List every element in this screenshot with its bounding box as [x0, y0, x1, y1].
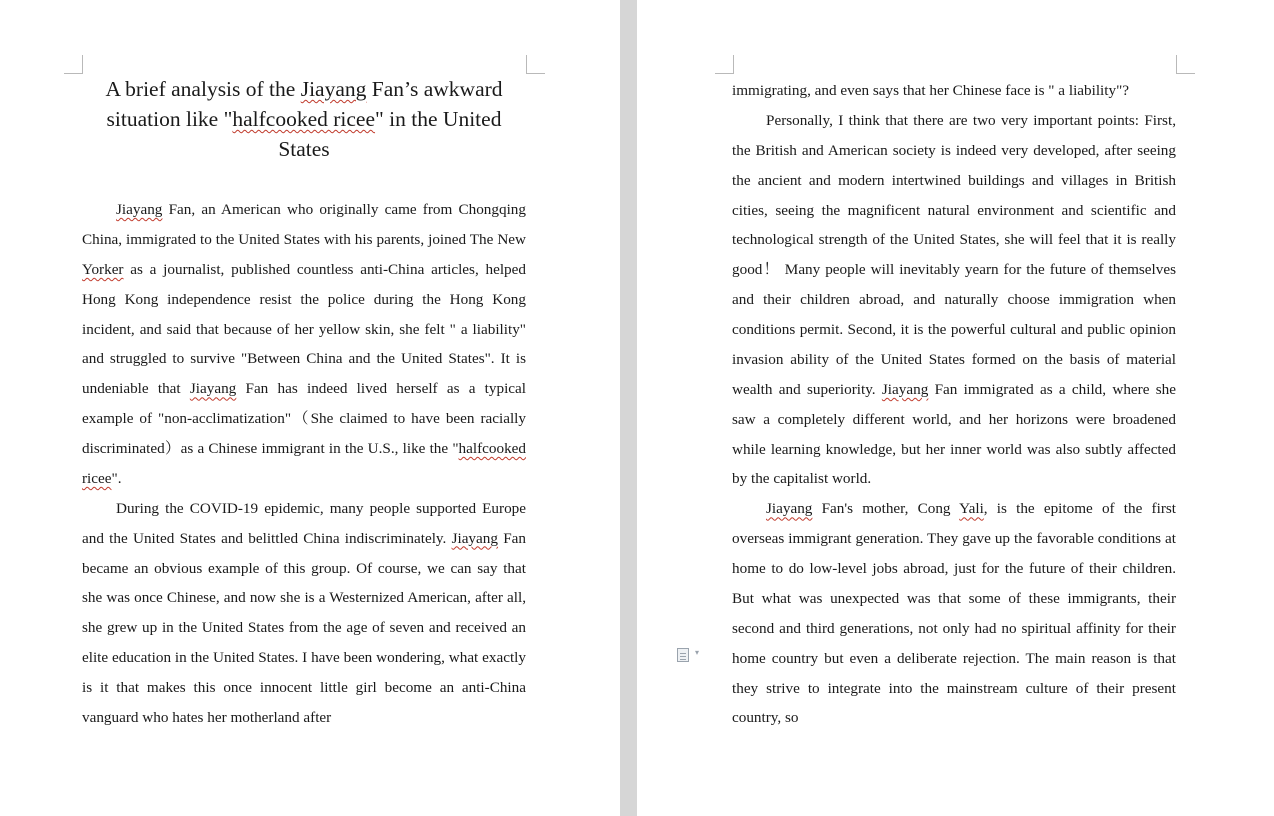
chevron-down-icon[interactable]: ▾: [695, 648, 700, 657]
right-page-body[interactable]: [732, 76, 1176, 733]
document-title[interactable]: A brief analysis of the Jiayang Fan’s awkward situation like "halfcooked ricee" in the United States: [105, 77, 503, 161]
page-gap: [620, 0, 637, 816]
paragraph[interactable]: Jiayang Fan, an American who originally came from Chongqing China, immigrated to the United States with his parents, joined The New Yorker as a journalist, published countless anti-China articles, helped Hong Kong independence resist the police during the Hong Kong incident, and said that because of her yellow skin, she felt " a liability" and struggled to survive "Between China and the United States". It is undeniable that Jiayang Fan has indeed lived herself as a typical example of "non-acclimatization"（She claimed to have been racially discriminated）as a Chinese immigrant in the U.S., like the "halfcooked ricee".: [82, 201, 526, 487]
left-page-body[interactable]: [82, 195, 526, 733]
margin-corner-mark: [526, 55, 545, 74]
document-page-right: [637, 0, 1274, 816]
paragraph[interactable]: Jiayang Fan's mother, Cong Yali, is the epitome of the first overseas immigrant generation. They gave up the favorable conditions at home to do low-level jobs abroad, just for the future of their children. But what was unexpected was that some of these immigrants, their second and third generations, not only had no spiritual affinity for their home country but even a deliberate rejection. The main reason is that they strive to integrate into the mainstream culture of their present country, so: [732, 500, 1177, 727]
document-page-left: [0, 0, 620, 816]
document-icon[interactable]: [677, 648, 689, 662]
paragraph[interactable]: immigrating, and even says that her Chinese face is " a liability"?: [732, 82, 1130, 99]
margin-corner-mark: [715, 55, 734, 74]
paragraph[interactable]: During the COVID-19 epidemic, many people supported Europe and the United States and belittled China indiscriminately. Jiayang Fan became an obvious example of this group. Of course, we can say that she was once Chinese, and now she is a Westernized American, after all, she grew up in the United States from the age of seven and received an elite education in the United States. I have been wondering, what exactly is it that makes this once innocent little girl become an anti-China vanguard who hates her motherland after: [82, 499, 526, 726]
margin-corner-mark: [64, 55, 83, 74]
margin-corner-mark: [1176, 55, 1195, 74]
paragraph[interactable]: Personally, I think that there are two very important points: First, the British and American society is indeed very developed, after seeing the ancient and modern intertwined buildings and villages in British cities, seeing the magnificent natural environment and scientific and technological strength of the United States, she will feel that it is really good！ Many people will inevitably yearn for the future of themselves and their children abroad, and naturally choose immigration when conditions permit. Second, it is the powerful cultural and public opinion invasion ability of the United States formed on the basis of material wealth and superiority. Jiayang Fan immigrated as a child, where she saw a completely different world, and her horizons were broadened while learning knowledge, but her inner world was also subtly affected by the capitalist world.: [732, 111, 1176, 488]
